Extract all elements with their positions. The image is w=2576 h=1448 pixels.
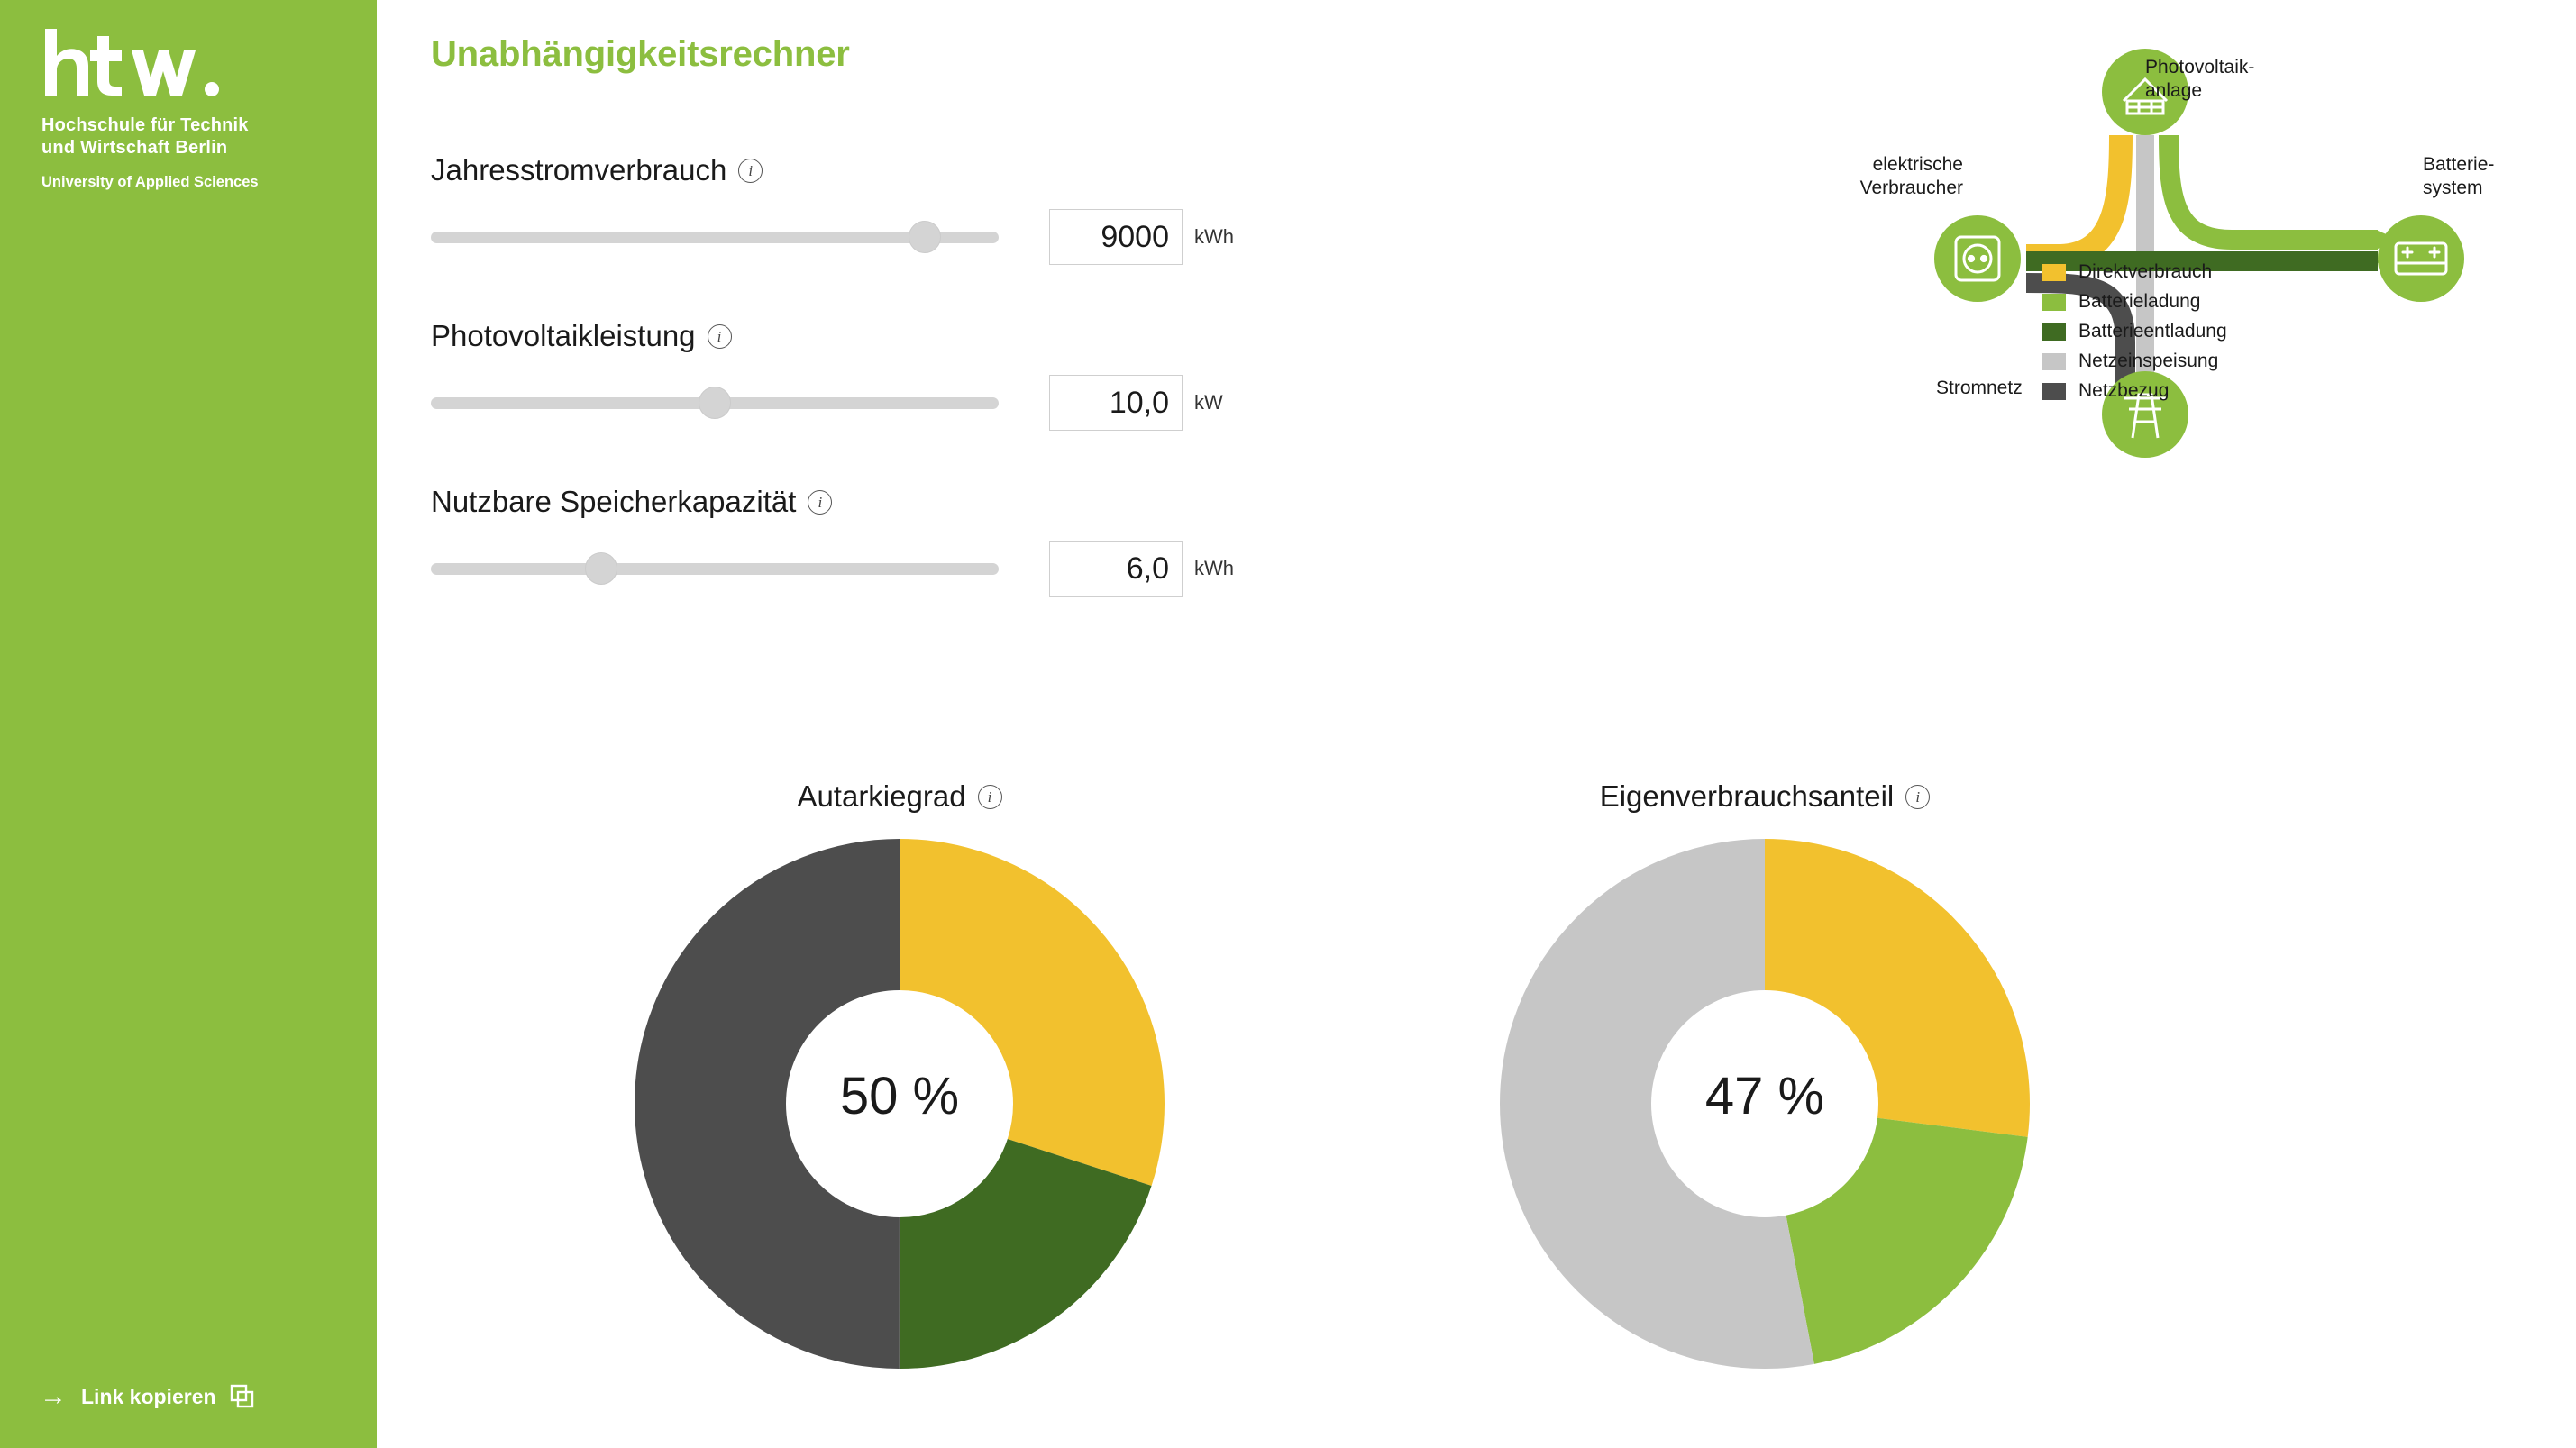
flow-label-battery xyxy=(2423,153,2494,201)
arrow-right-icon: → xyxy=(40,1381,67,1411)
donut-center-value: 50 % xyxy=(839,1067,960,1125)
institution-line-2: und Wirtschaft Berlin xyxy=(41,138,228,158)
legend-label: Netzeinspeisung xyxy=(2078,351,2219,371)
value-input-speicherkapazitaet[interactable]: 6,0 xyxy=(1049,541,1183,597)
unit-label: kW xyxy=(1194,391,1223,414)
chart-eigenverbrauchsanteil xyxy=(1296,779,2233,1374)
legend-swatch-batterieentladung xyxy=(2042,323,2066,341)
legend-item xyxy=(2042,261,2340,283)
unit-label: kWh xyxy=(1194,225,1234,248)
value-input-jahresstromverbrauch[interactable]: 9000 xyxy=(1049,209,1183,265)
controls-panel xyxy=(431,153,1621,651)
legend-swatch-batterieladung xyxy=(2042,294,2066,311)
sidebar xyxy=(0,0,377,1448)
battery-node xyxy=(2378,215,2464,302)
control-photovoltaikleistung xyxy=(431,319,1621,431)
results-charts xyxy=(377,779,2253,1446)
page-title: Unabhängigkeitsrechner xyxy=(431,34,850,74)
flow-label-grid: Stromnetz xyxy=(1936,378,2023,398)
legend-item xyxy=(2042,351,2340,372)
slider-track xyxy=(431,563,999,575)
info-icon[interactable]: i xyxy=(1905,785,1930,809)
legend-label: Batterieentladung xyxy=(2078,321,2227,342)
donut-autarkiegrad xyxy=(629,833,1170,1374)
control-speicherkapazitaet xyxy=(431,485,1621,597)
flow-label-pv-line2: anlage xyxy=(2145,80,2203,102)
flow-label-battery-line2: system xyxy=(2423,178,2483,199)
legend-label: Direktverbrauch xyxy=(2078,261,2213,282)
control-label-row xyxy=(431,319,1621,353)
info-icon[interactable]: i xyxy=(738,159,763,183)
control-label-row xyxy=(431,485,1621,519)
slider-thumb[interactable] xyxy=(909,221,941,253)
legend-label: Batterieladung xyxy=(2078,291,2201,312)
slider-photovoltaikleistung[interactable] xyxy=(431,387,999,418)
legend-label: Netzbezug xyxy=(2078,380,2170,401)
control-row xyxy=(431,209,1621,265)
legend-swatch-direktverbrauch xyxy=(2042,264,2066,281)
info-icon[interactable]: i xyxy=(808,490,832,515)
flow-label-consumer-line2: Verbraucher xyxy=(1859,178,1963,199)
slider-thumb[interactable] xyxy=(585,552,617,585)
flow-label-consumer-line1: elektrische xyxy=(1872,154,1963,175)
unit-label: kWh xyxy=(1194,557,1234,579)
control-jahresstromverbrauch xyxy=(431,153,1621,265)
slider-thumb[interactable] xyxy=(699,387,731,419)
control-row xyxy=(431,375,1621,431)
legend-swatch-netzeinspeisung xyxy=(2042,353,2066,370)
slider-jahresstromverbrauch[interactable] xyxy=(431,222,999,252)
copy-link-button[interactable] xyxy=(40,1383,254,1410)
control-label-text: Nutzbare Speicherkapazität xyxy=(431,485,797,518)
institution-name xyxy=(41,114,259,159)
flow-label-pv-line1: Photovoltaik- xyxy=(2145,57,2255,77)
chart-title: Eigenverbrauchsanteil xyxy=(1599,779,1895,813)
flow-label-battery-line1: Batterie- xyxy=(2423,154,2495,175)
main-content xyxy=(377,0,2495,1448)
flow-label-consumer xyxy=(1801,153,1963,201)
chart-title-row xyxy=(1600,779,1931,814)
info-icon[interactable]: i xyxy=(708,324,732,349)
legend-item xyxy=(2042,380,2340,402)
consumer-node xyxy=(1934,215,2021,302)
copy-icon xyxy=(231,1385,254,1408)
info-icon[interactable]: i xyxy=(978,785,1002,809)
institution-subtitle: University of Applied Sciences xyxy=(41,174,259,190)
htw-logo xyxy=(41,27,259,191)
institution-line-1: Hochschule für Technik xyxy=(41,115,249,135)
legend-item xyxy=(2042,321,2340,342)
control-label-text: Photovoltaikleistung xyxy=(431,319,696,352)
flow-label-pv xyxy=(2145,56,2254,104)
legend-swatch-netzbezug xyxy=(2042,383,2066,400)
chart-title: Autarkiegrad xyxy=(797,779,966,813)
donut-eigenverbrauchsanteil xyxy=(1494,833,2035,1374)
legend-item xyxy=(2042,291,2340,313)
control-label-text: Jahresstromverbrauch xyxy=(431,153,727,187)
copy-link-label: Link kopieren xyxy=(81,1384,216,1408)
control-label-row xyxy=(431,153,1621,187)
chart-title-row xyxy=(797,779,1001,814)
htw-logo-icon xyxy=(41,27,222,97)
flow-legend xyxy=(2042,261,2340,410)
value-input-photovoltaikleistung[interactable]: 10,0 xyxy=(1049,375,1183,431)
chart-autarkiegrad xyxy=(431,779,1368,1374)
slider-speicherkapazitaet[interactable] xyxy=(431,553,999,584)
control-row xyxy=(431,541,1621,597)
donut-center-value: 47 % xyxy=(1704,1067,1825,1125)
